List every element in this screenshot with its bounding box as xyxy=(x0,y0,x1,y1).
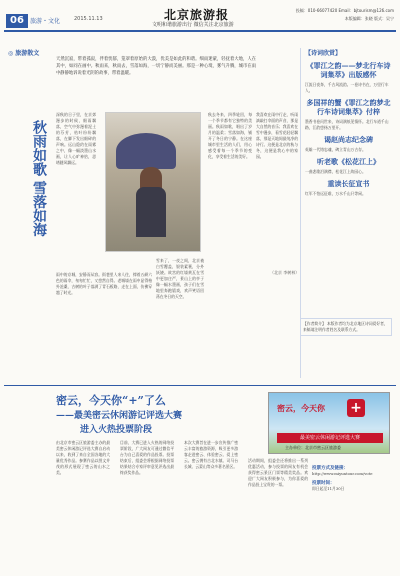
section-tag: 旅游・文化 xyxy=(30,18,61,25)
vote-link[interactable]: http://www.miyuntour.com/vote xyxy=(312,471,373,476)
poem-title: 重读长征宣书 xyxy=(327,179,370,188)
feature-column: 目前，大赛已进入火热的网络投票阶段，广大网友可通过微信平台为自己喜爱的作品投票。投票结束后，组委会将根据网络投票结果结合专家评审意见评选出最终获奖作品。 xyxy=(120,440,174,475)
person-coat-shape xyxy=(136,187,166,237)
feature-title: 密云，今天你“+”了么 xyxy=(56,394,166,407)
poem-text: 英雄一代铸忠魂，碑立青山万古存。 xyxy=(305,147,366,152)
page-header xyxy=(4,4,396,46)
contest-poster xyxy=(268,392,390,454)
feature-column: 活动期间，组委会还将推出一系列优惠活动，参与投票的网友有机会获得密云景区门票等精美奖品。欢迎广大网友积极参与，为你喜爱的作品投上宝贵的一票。 xyxy=(248,458,308,487)
article-column: 秋去冬来，四季轮回，每一个季节都有它独特的美丽。秋雨如歌，唱出了岁月的温柔；雪落如海，铺开了冬日的宁静。在这座城市里生活的人们，用心感受着每一个季节的变化，享受着生活的美好。 xyxy=(208,112,252,159)
author-notice: 【作者简介】 本版作者均为北京地区诗词爱好者，来稿请注明作者姓名及联系方式。 xyxy=(300,318,392,336)
vote-time-title: 投票时间： xyxy=(312,481,335,486)
feature-subtitle: ——最美密云休闲游记评选大赛 xyxy=(56,411,183,421)
poem-title: 《罪江之韵——梦北行车诗词集萃》出版感怀 xyxy=(306,61,391,79)
feature-column: 由北京市密云区旅游委主办的最美密云休闲游记评选大赛自启动以来，收到了来自全国各地的大量优秀作品。参赛作品以图文并茂的形式展现了密云的山水之美。 xyxy=(56,440,110,475)
page-number: 06 xyxy=(6,14,28,28)
article-column: 雪来了，一夜之间，北京被白雪覆盖，银装素裹，分外妖娆。故宫的红墙黄瓦在雪中更加庄严，景山上的亭子像一幅水墨画，孩子们在雪地里奔跑嬉戏，欢声笑语回荡在冬日的天空。 xyxy=(156,258,204,299)
column-label: ◎ 旅游散文 xyxy=(8,48,39,57)
vote-info xyxy=(312,462,392,492)
article-author: （北京 李树林） xyxy=(270,270,300,275)
feature-subtitle: 进入火热投票阶段 xyxy=(80,425,153,435)
feature-column: 本次大赛旨在进一步宣传推广密云丰富的旅游资源，吸引更多游客走进密云、体验密云、爱上密云。密云拥有古北水镇、司马台长城、云蒙山等众多著名景区。 xyxy=(184,440,238,469)
article-column: 我喜欢在雨中行走，听雨滴敲打伞面的声音，那是大自然的音乐；我喜欢在雪中漫步，看雪花轻轻飘落，那是天地间最纯净的诗行。这便是北京的秋与冬，这便是我心中的家园。 xyxy=(256,112,298,159)
section-divider xyxy=(4,385,396,386)
contact-info: 投稿：010-66077420 Email：bjtourism@126.com xyxy=(295,8,394,13)
poster-banner: 最美密云休闲游记评选大赛 xyxy=(277,433,383,443)
masthead-tagline: 文明和谐旅游出行 微信关注北京旅游 xyxy=(152,22,234,28)
poem-text: 江流日夜奔，千古风流韵。一卷诗书在，万里行车人。 xyxy=(305,82,389,93)
vote-title: 投票方式及链接： xyxy=(312,466,348,471)
article-lead: 天然沉寂，带着孤寂，伴着忧郁，笼罩着原始的大漠，优美是如此的和谐。细雨迷蒙，轻抚着大地，人在其中，如同在画中。秋雨来，秋雨去，雪落如海，一切宁静而美丽。那是一种心境，雾气升腾，城市在雨中静静地诉说着光阴的故事，带着温暖。 xyxy=(56,57,256,76)
article-column: 雨中的京城，安静而从容。街巷里人来人往，撑着五颜六色的雨伞，匆匆忙忙，又悠然自得。老城墙在雨中显得格外沧桑，古树的叶子落满了青石板路，走在上面，仿佛穿越了时光。 xyxy=(56,272,152,295)
poetry-tag: 【诗词欣赏】 xyxy=(305,50,342,57)
newspaper-masthead: 北京旅游报 xyxy=(164,8,230,22)
article-column: 深秋的日子里，在京郊漫步的时候，细雨飘落，空气中弥漫着泥土的芬芳，枯叶纷纷飘落，在脚下发出细碎的声响。远山隐约在雨雾之中，像一幅淡墨山水画，让人心旷神怡，思绪随风飘远。 xyxy=(56,112,96,165)
plus-icon: + xyxy=(347,399,365,417)
umbrella-shape xyxy=(116,133,176,169)
poster-organizer: 主办单位：北京市密云区旅游委 xyxy=(285,445,341,450)
poem-text: 一曲悲歌泪满襟，松花江上故园心。 xyxy=(305,169,366,174)
poem-title: 多国祥的蟹《罪江之韵梦北行车诗词集萃》付梓 xyxy=(306,98,391,116)
poem-title: 听老歌《松花江上》 xyxy=(317,157,380,166)
poem-text: 红军不怕远征难，万水千山只等闲。 xyxy=(305,191,366,196)
vote-time: 即日起至11月30日 xyxy=(312,486,345,491)
issue-date: 2015.11.13 xyxy=(74,16,103,22)
poem-text: 墨香书卷问世来，诗词满纸见情怀。北行车道千山路，江韵悠扬万里开。 xyxy=(305,119,389,130)
header-divider xyxy=(4,30,396,32)
poster-headline: 密云，今天你 xyxy=(277,404,325,413)
poem-title: 谒赵尚志纪念碑 xyxy=(324,135,373,144)
editor-credits: 本版编辑：张晓 版式：吴宁 xyxy=(344,16,394,21)
article-photo xyxy=(105,112,201,252)
article-title: 秋雨如歌 雪落如海 xyxy=(31,120,47,237)
